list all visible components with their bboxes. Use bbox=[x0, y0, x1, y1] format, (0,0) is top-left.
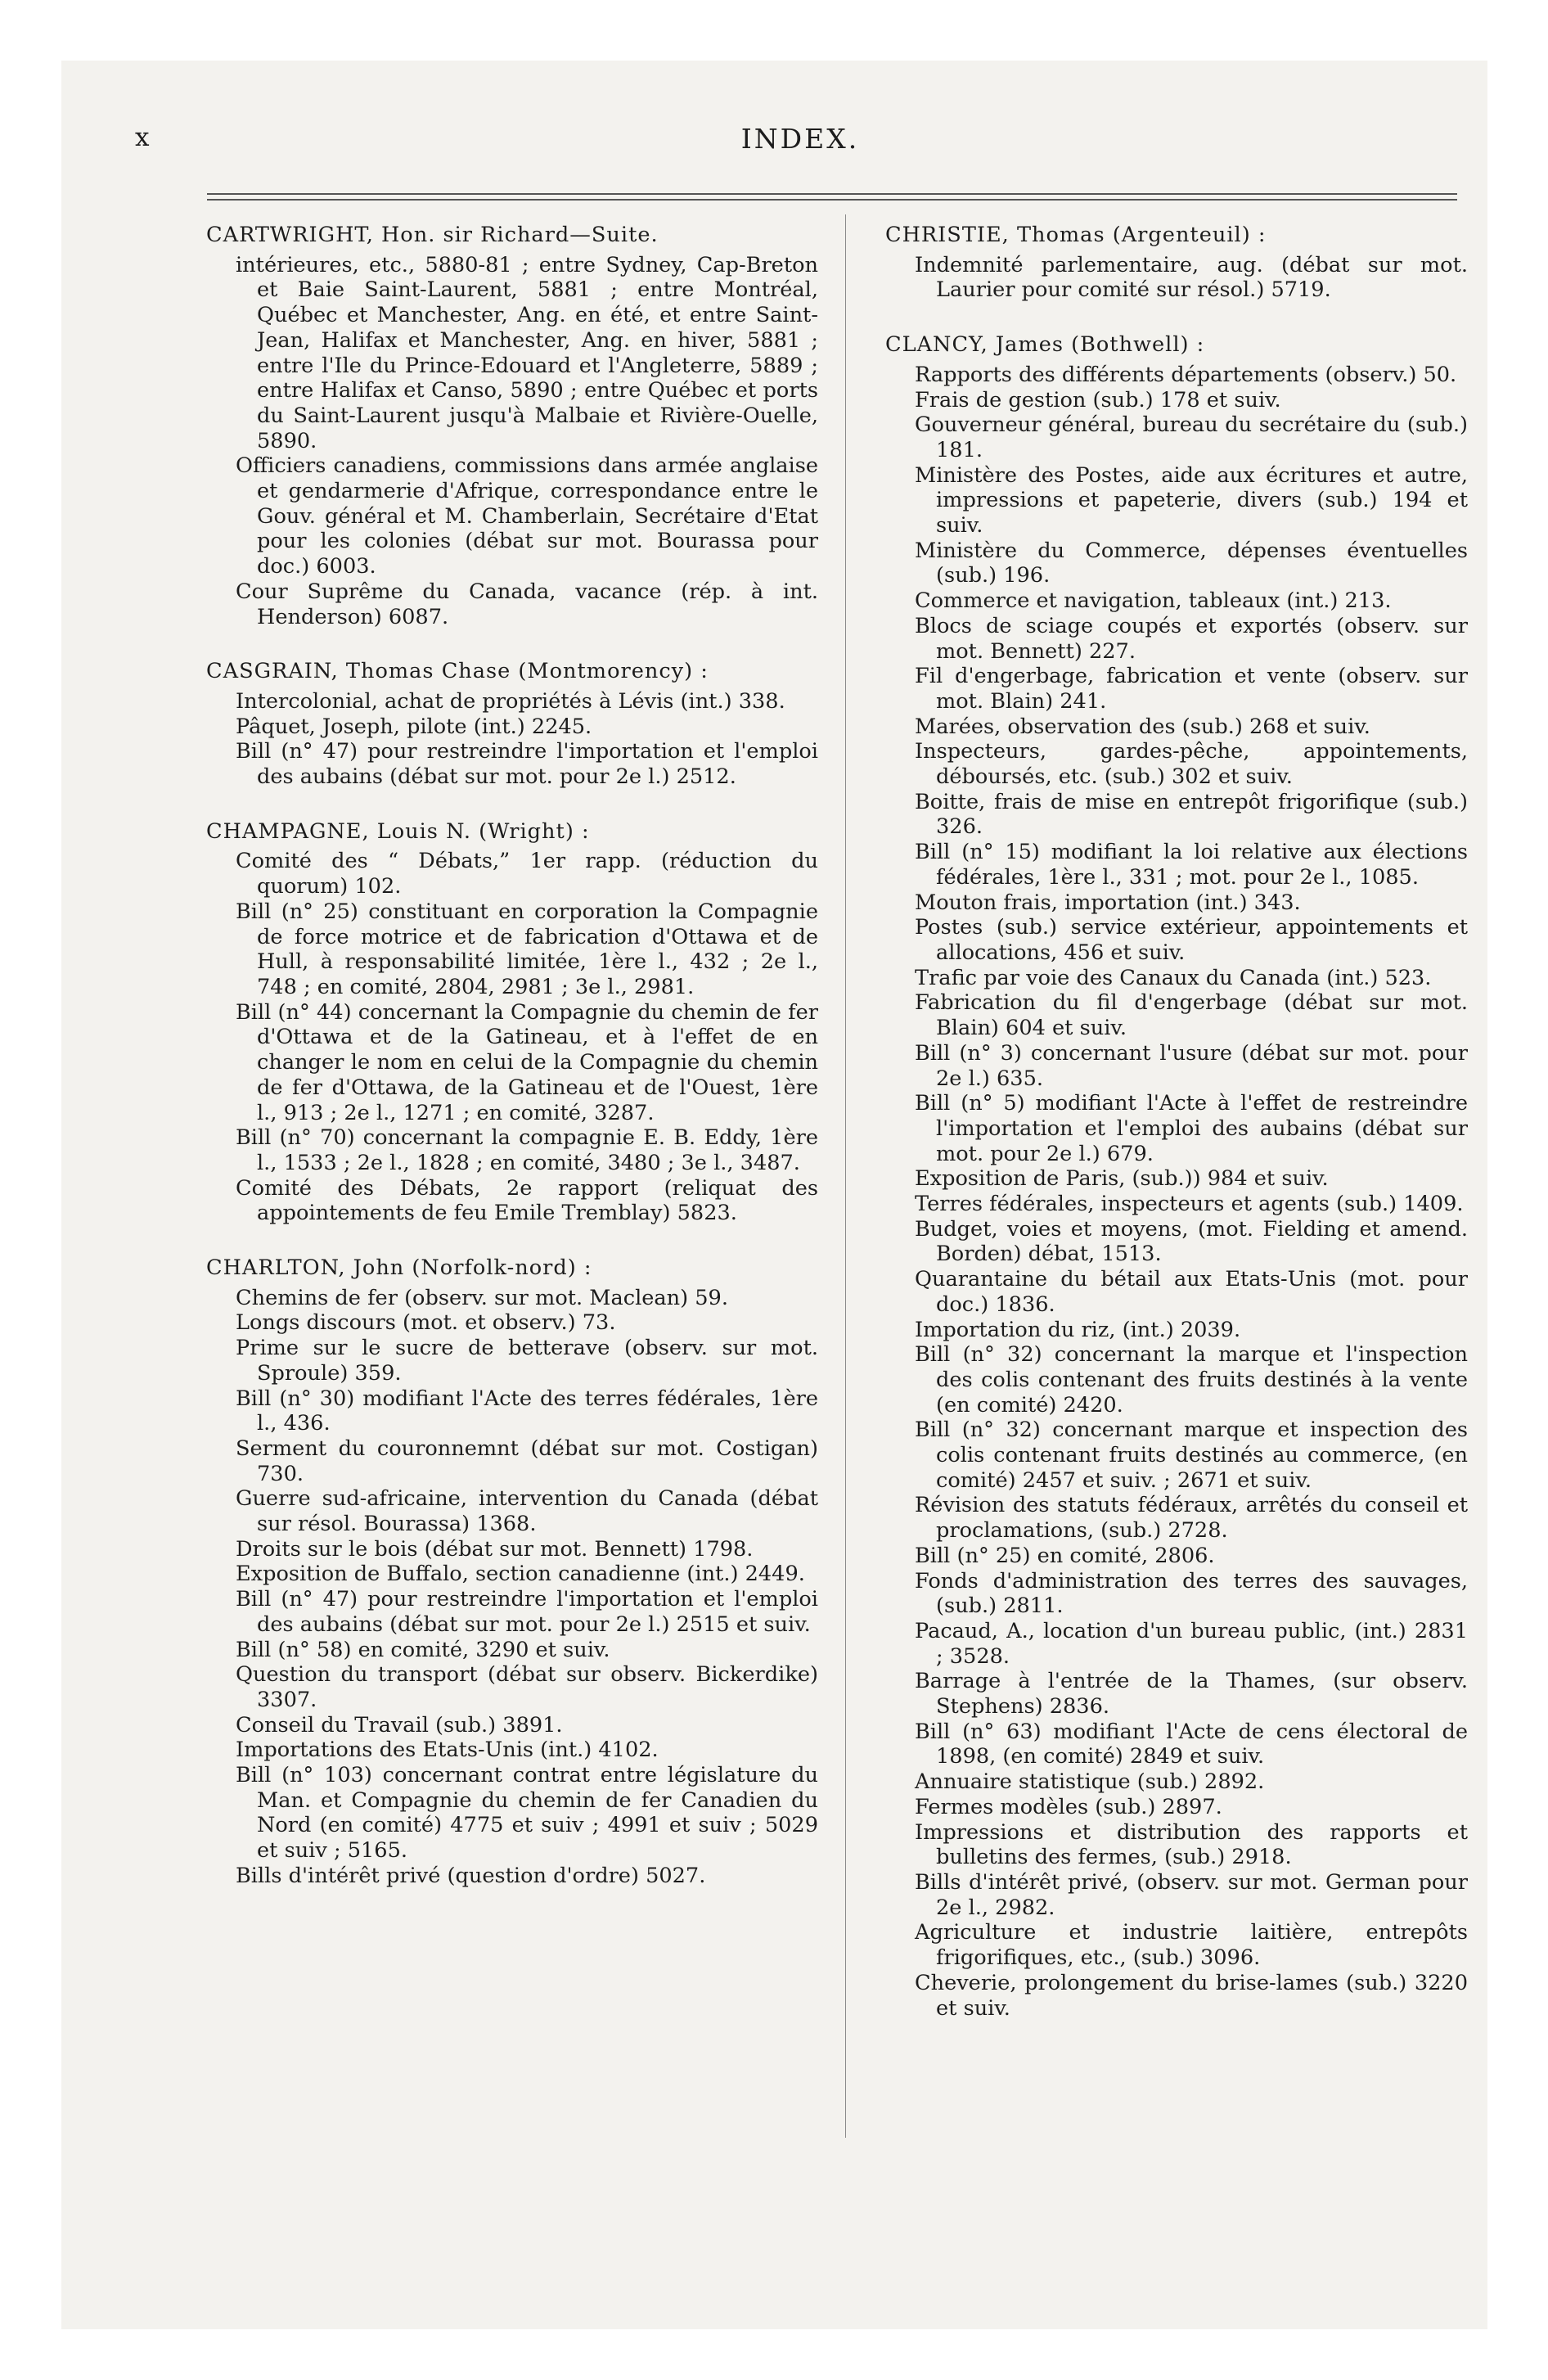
index-entry: Importation du riz, (int.) 2039. bbox=[915, 1317, 1241, 1342]
index-entry: Comité des “ Débats,” 1er rapp. (réduction du quorum) 102. bbox=[236, 849, 818, 899]
index-entry: Terres fédérales, inspecteurs et agents (sub.) 1409. bbox=[915, 1192, 1464, 1217]
index-entry: Indemnité parlementaire, aug. (débat sur mot. Laurier pour comité sur résol.) 5719. bbox=[915, 252, 1468, 303]
index-entry: Révision des statuts fédéraux, arrêtés du conseil et proclamations, (sub.) 2728. bbox=[915, 1493, 1468, 1544]
index-section bbox=[206, 1255, 818, 1889]
left-column bbox=[206, 223, 818, 1918]
index-entry: Gouverneur général, bureau du secrétaire du (sub.) 181. bbox=[915, 412, 1468, 462]
index-section bbox=[206, 659, 818, 790]
index-entry: Exposition de Buffalo, section canadienne (int.) 2449. bbox=[236, 1562, 805, 1587]
entry-list bbox=[206, 253, 818, 630]
index-entry: Fermes modèles (sub.) 2897. bbox=[915, 1794, 1222, 1819]
index-entry: Fil d'engerbage, fabrication et vente (observ. sur mot. Blain) 241. bbox=[915, 664, 1468, 714]
page-number: x bbox=[135, 123, 151, 152]
section-heading: CHARLTON, John (Norfolk-nord) : bbox=[206, 1255, 592, 1281]
index-entry: Barrage à l'entrée de la Thames, (sur observ. Stephens) 2836. bbox=[915, 1669, 1468, 1720]
index-entry: Agriculture et industrie laitière, entrepôts frigorifiques, etc., (sub.) 3096. bbox=[915, 1920, 1468, 1971]
index-entry: Quarantaine du bétail aux Etats-Unis (mot. pour doc.) 1836. bbox=[915, 1267, 1468, 1317]
index-entry: Droits sur le bois (débat sur mot. Bennett) 1798. bbox=[236, 1536, 754, 1562]
index-entry: Bill (n° 32) concernant marque et inspection des colis contenant fruits destinés au commerce, (en comité) 2457 et suiv. ; 2671 et suiv. bbox=[915, 1418, 1468, 1493]
index-entry: Bill (n° 15) modifiant la loi relative aux élections fédérales, 1ère l., 331 ; mot. pour 2e l., 1085. bbox=[915, 840, 1468, 890]
index-entry: Bill (n° 3) concernant l'usure (débat sur mot. pour 2e l.) 635. bbox=[915, 1040, 1468, 1091]
index-entry: Bill (n° 47) pour restreindre l'importation et l'emploi des aubains (débat sur mot. pour 2e l.) 2512. bbox=[236, 739, 818, 790]
index-entry: Guerre sud-africaine, intervention du Canada (débat sur résol. Bourassa) 1368. bbox=[236, 1486, 818, 1537]
index-entry: Fabrication du fil d'engerbage (débat sur mot. Blain) 604 et suiv. bbox=[915, 990, 1468, 1041]
index-entry: Conseil du Travail (sub.) 3891. bbox=[236, 1712, 563, 1738]
right-column bbox=[885, 223, 1468, 2050]
index-entry: Impressions et distribution des rapports et bulletins des fermes, (sub.) 2918. bbox=[915, 1819, 1468, 1870]
column-divider bbox=[845, 214, 846, 2138]
entry-list bbox=[206, 849, 818, 1226]
index-entry: Prime sur le sucre de betterave (observ. sur mot. Sproule) 359. bbox=[236, 1336, 818, 1386]
index-entry: Annuaire statistique (sub.) 2892. bbox=[915, 1769, 1265, 1795]
index-entry: Postes (sub.) service extérieur, appointements et allocations, 456 et suiv. bbox=[915, 915, 1468, 965]
section-heading: CARTWRIGHT, Hon. sir Richard—Suite. bbox=[206, 223, 659, 247]
index-entry: Bill (n° 32) concernant la marque et l'inspection des colis contenant des fruits destinés à la vente (en comité) 2420. bbox=[915, 1342, 1468, 1418]
index-entry: Boitte, frais de mise en entrepôt frigorifique (sub.) 326. bbox=[915, 789, 1468, 840]
index-entry: Rapports des différents départements (observ.) 50. bbox=[915, 362, 1457, 387]
index-entry: Ministère du Commerce, dépenses éventuelles (sub.) 196. bbox=[915, 538, 1468, 588]
entry-list bbox=[885, 253, 1468, 303]
index-entry: Mouton frais, importation (int.) 343. bbox=[915, 890, 1301, 915]
index-entry: Longs discours (mot. et observ.) 73. bbox=[236, 1310, 616, 1336]
index-entry: Budget, voies et moyens, (mot. Fielding et amend. Borden) débat, 1513. bbox=[915, 1216, 1468, 1267]
index-entry: Chemins de fer (observ. sur mot. Maclean) 59. bbox=[236, 1285, 728, 1310]
index-entry: Exposition de Paris, (sub.)) 984 et suiv. bbox=[915, 1166, 1329, 1192]
index-entry: Trafic par voie des Canaux du Canada (int.) 523. bbox=[915, 965, 1432, 990]
section-heading: CHRISTIE, Thomas (Argenteuil) : bbox=[885, 223, 1267, 247]
index-entry: Bills d'intérêt privé (question d'ordre) 5027. bbox=[236, 1863, 706, 1888]
section-heading: CHAMPAGNE, Louis N. (Wright) : bbox=[206, 818, 590, 844]
section-heading: CLANCY, James (Bothwell) : bbox=[885, 332, 1205, 358]
index-entry: Commerce et navigation, tableaux (int.) 213. bbox=[915, 588, 1392, 614]
entry-list bbox=[885, 363, 1468, 2021]
header-rule bbox=[207, 193, 1457, 201]
index-entry: Serment du couronnemnt (débat sur mot. Costigan) 730. bbox=[236, 1436, 818, 1486]
page-title: INDEX. bbox=[740, 123, 860, 155]
index-entry: Bill (n° 5) modifiant l'Acte à l'effet de restreindre l'importation et l'emploi des aubains (débat sur mot. pour 2e l.) 679. bbox=[915, 1091, 1468, 1166]
index-entry: Bills d'intérêt privé, (observ. sur mot. German pour 2e l., 2982. bbox=[915, 1870, 1468, 1920]
index-entry: Bill (n° 63) modifiant l'Acte de cens électoral de 1898, (en comité) 2849 et suiv. bbox=[915, 1719, 1468, 1769]
index-entry: Comité des Débats, 2e rapport (reliquat des appointements de feu Emile Tremblay) 5823. bbox=[236, 1175, 818, 1226]
index-entry: Cheverie, prolongement du brise-lames (sub.) 3220 et suiv. bbox=[915, 1970, 1468, 2021]
index-entry: Bill (n° 30) modifiant l'Acte des terres fédérales, 1ère l., 436. bbox=[236, 1386, 818, 1436]
index-section bbox=[885, 223, 1468, 303]
index-entry: Bill (n° 58) en comité, 3290 et suiv. bbox=[236, 1637, 610, 1662]
index-entry: Inspecteurs, gardes-pêche, appointements, déboursés, etc. (sub.) 302 et suiv. bbox=[915, 739, 1468, 790]
index-entry: Fonds d'administration des terres des sauvages, (sub.) 2811. bbox=[915, 1568, 1468, 1619]
index-entry: Pacaud, A., location d'un bureau public, (int.) 2831 ; 3528. bbox=[915, 1618, 1468, 1669]
section-heading: CASGRAIN, Thomas Chase (Montmorency) : bbox=[206, 659, 709, 684]
index-entry: Bill (n° 70) concernant la compagnie E. B. Eddy, 1ère l., 1533 ; 2e l., 1828 ; en comité, 3480 ; 3e l., 3487. bbox=[236, 1125, 818, 1175]
page-header bbox=[135, 123, 1465, 164]
index-entry: Question du transport (débat sur observ. Bickerdike) 3307. bbox=[236, 1662, 818, 1712]
index-entry: Bill (n° 44) concernant la Compagnie du chemin de fer d'Ottawa et de la Gatineau, et à l'effet de en changer le nom en celui de la Compagnie du chemin de fer d'Ottawa, de la Gatineau et de l'Ouest, 1ère l., 913 ; 2e l., 1271 ; en comité, 3287. bbox=[236, 999, 818, 1125]
index-section bbox=[206, 819, 818, 1226]
entry-list bbox=[206, 1286, 818, 1889]
index-entry: Marées, observation des (sub.) 268 et suiv. bbox=[915, 714, 1370, 739]
index-entry: Blocs de sciage coupés et exportés (observ. sur mot. Bennett) 227. bbox=[915, 613, 1468, 664]
index-entry: Bill (n° 25) en comité, 2806. bbox=[915, 1543, 1215, 1568]
index-entry: intérieures, etc., 5880-81 ; entre Sydney, Cap-Breton et Baie Saint-Laurent, 5881 ; entre Montréal, Québec et Manchester, Ang. en été, et entre Saint-Jean, Halifax et Manchester, Ang. en hiver, 5881 ; entre l'Ile du Prince-Edouard et l'Angleterre, 5889 ; entre Halifax et Canso, 5890 ; entre Québec et ports du Saint-Laurent jusqu'à Malbaie et Rivière-Ouelle, 5890. bbox=[236, 252, 818, 453]
index-entry: Pâquet, Joseph, pilote (int.) 2245. bbox=[236, 714, 592, 739]
index-section bbox=[206, 223, 818, 629]
index-entry: Cour Suprême du Canada, vacance (rép. à int. Henderson) 6087. bbox=[236, 579, 818, 629]
index-entry: Intercolonial, achat de propriétés à Lévis (int.) 338. bbox=[236, 688, 785, 714]
index-entry: Officiers canadiens, commissions dans armée anglaise et gendarmerie d'Afrique, correspondance entre le Gouv. général et M. Chamberlain, Secrétaire d'Etat pour les colonies (débat sur mot. Bourassa pour doc.) 6003. bbox=[236, 453, 818, 579]
index-entry: Importations des Etats-Unis (int.) 4102. bbox=[236, 1738, 659, 1763]
index-section bbox=[885, 332, 1468, 2021]
index-entry: Frais de gestion (sub.) 178 et suiv. bbox=[915, 387, 1281, 412]
entry-list bbox=[206, 689, 818, 790]
index-entry: Bill (n° 25) constituant en corporation la Compagnie de force motrice et de fabrication d'Ottawa et de Hull, à responsabilité limitée, 1ère l., 432 ; 2e l., 748 ; en comité, 2804, 2981 ; 3e l., 2981. bbox=[236, 899, 818, 999]
index-entry: Ministère des Postes, aide aux écritures et autre, impressions et papeterie, divers (sub.) 194 et suiv. bbox=[915, 462, 1468, 539]
index-entry: Bill (n° 47) pour restreindre l'importation et l'emploi des aubains (débat sur mot. pour 2e l.) 2515 et suiv. bbox=[236, 1587, 818, 1637]
index-entry: Bill (n° 103) concernant contrat entre législature du Man. et Compagnie du chemin de fer Canadien du Nord (en comité) 4775 et suiv ; 4991 et suiv ; 5029 et suiv ; 5165. bbox=[236, 1763, 818, 1864]
